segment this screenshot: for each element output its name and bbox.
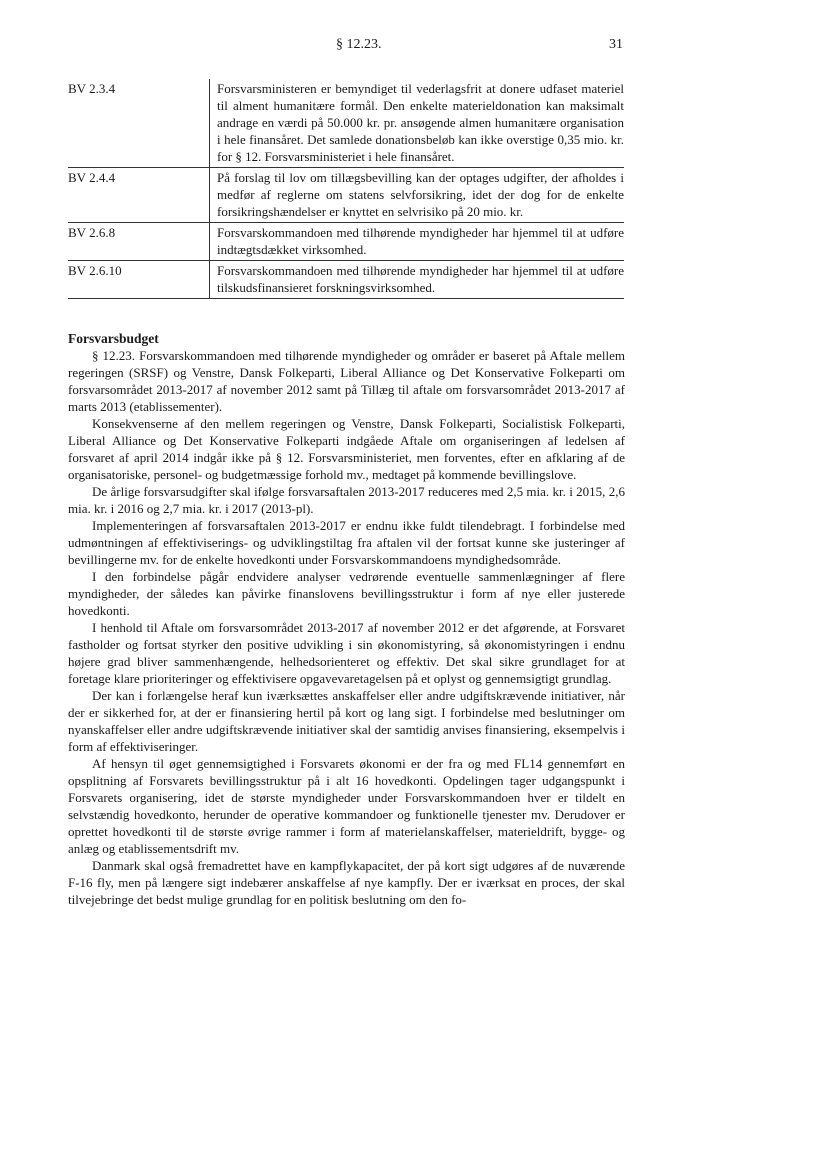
table-row [68,167,624,222]
paragraph: Implementeringen af forsvarsaftalen 2013-2017 er endnu ikke fuldt tilendebragt. I forbindelse med udmøntningen af effektiviserings- og udviklingstiltag fra aftalen vil der fortsat kunne ske justeringer af bevillingerne mv. for de enkelte hovedkonti under Forsvarskommandoens myndighedsområde. [68,518,625,567]
section-heading: Forsvarsbudget [68,331,159,346]
table-row [68,260,624,299]
table-row [68,222,624,260]
bv-text: Forsvarsministeren er bemyndiget til vederlagsfrit at donere udfaset materiel til alment humanitære formål. Den enkelte materieldonation kan maksimalt andrage en værdi på 50.000 kr. pr. ansøgende almen humanitære organisation i hele finansåret. Det samlede donationsbeløb kan ikke overstige 0,35 mio. kr. for § 12. Forsvarsministeriet i hele finansåret. [209,79,624,167]
paragraph: § 12.23. Forsvarskommandoen med tilhørende myndigheder og områder er baseret på Aftale mellem regeringen (SRSF) og Venstre, Dansk Folkeparti, Liberal Alliance og Det Konservative Folkeparti om forsvarsområdet 2013-2017 af november 2012 samt på Tillæg til aftale om forsvarsområdet 2013-2017 af marts 2013 (etablissementer). [68,348,625,414]
bv-code: BV 2.4.4 [68,170,116,185]
bv-text: På forslag til lov om tillægsbevilling kan der optages udgifter, der afholdes i medfør af reglerne om statens selvforsikring, idet der dog for de enkelte forsikringshændelser er knyttet en selvrisiko på 20 mio. kr. [209,168,624,222]
bv-code: BV 2.6.8 [68,225,116,240]
bv-text: Forsvarskommandoen med tilhørende myndigheder har hjemmel til at udføre indtægtsdækket virksomhed. [209,223,624,260]
paragraph: Der kan i forlængelse heraf kun iværksættes anskaffelser eller andre udgiftskrævende initiativer, når der er sikkerhed for, at der er finansiering hertil på kort og lang sigt. I forbindelse med beslutninger om nyanskaffelser eller andre udgiftskrævende initiativer skal der samtidig anvises finansiering, eksempelvis i form af effektiviseringer. [68,688,625,754]
bv-code: BV 2.6.10 [68,263,122,278]
body-section [68,330,625,908]
paragraph: Konsekvenserne af den mellem regeringen og Venstre, Dansk Folkeparti, Socialistisk Folkeparti, Liberal Alliance og Det Konservative Folkeparti indgåede Aftale om organiseringen af ledelsen af forsvaret af april 2014 indgår ikke på § 12. Forsvarsministeriet, men forventes, efter en afklaring af de organisatoriske, personel- og budgetmæssige forhold mv., medtaget på kommende bevillingslove. [68,416,625,482]
section-reference: § 12.23. [336,37,382,52]
paragraph: I den forbindelse pågår endvidere analyser vedrørende eventuelle sammenlægninger af flere myndigheder, der således kan påvirke finanslovens bevillingsstruktur i form af nye eller justerede hovedkonti. [68,569,625,618]
paragraph: De årlige forsvarsudgifter skal ifølge forsvarsaftalen 2013-2017 reduceres med 2,5 mia. kr. i 2015, 2,6 mia. kr. i 2016 og 2,7 mia. kr. i 2017 (2013-pl). [68,484,625,516]
paragraph: Danmark skal også fremadrettet have en kampflykapacitet, der på kort sigt udgøres af de nuværende F-16 fly, men på længere sigt indebærer anskaffelse af nye kampfly. Der er iværksat en proces, der skal tilvejebringe det bedst mulige grundlag for en politisk beslutning om den fo- [68,858,625,907]
table-row [68,79,624,167]
bv-text: Forsvarskommandoen med tilhørende myndigheder har hjemmel til at udføre tilskudsfinansieret forskningsvirksomhed. [209,261,624,298]
page-header [0,37,826,57]
bv-code: BV 2.3.4 [68,81,116,96]
page-number: 31 [609,37,623,52]
bv-table [68,79,624,299]
paragraph: Af hensyn til øget gennemsigtighed i Forsvarets økonomi er der fra og med FL14 gennemført en opsplitning af Forsvarets bevillingsstruktur på i alt 16 hovedkonti. Opdelingen tager udgangspunkt i Forsvarets organisering, idet de største myndigheder under Forsvarskommandoen hver er tildelt en selvstændig hovedkonto, herunder de operative kommandoer og funktionelle tjenester mv. Derudover er oprettet hovedkonti til de største øvrige rammer i form af materielanskaffelser, materieldrift, bygge- og anlæg og etablissementsdrift mv. [68,756,625,856]
paragraph: I henhold til Aftale om forsvarsområdet 2013-2017 af november 2012 er det afgørende, at Forsvaret fastholder og fortsat styrker den positive udvikling i sin økonomistyring, så økonomistyringen i endnu højere grad bliver sammenhængende, helhedsorienteret og effektiv. Det skal sikre grundlaget for at foretage klare prioriteringer og effektivisere opgavevaretagelsen på et oplyst og gennemsigtigt grundlag. [68,620,625,686]
